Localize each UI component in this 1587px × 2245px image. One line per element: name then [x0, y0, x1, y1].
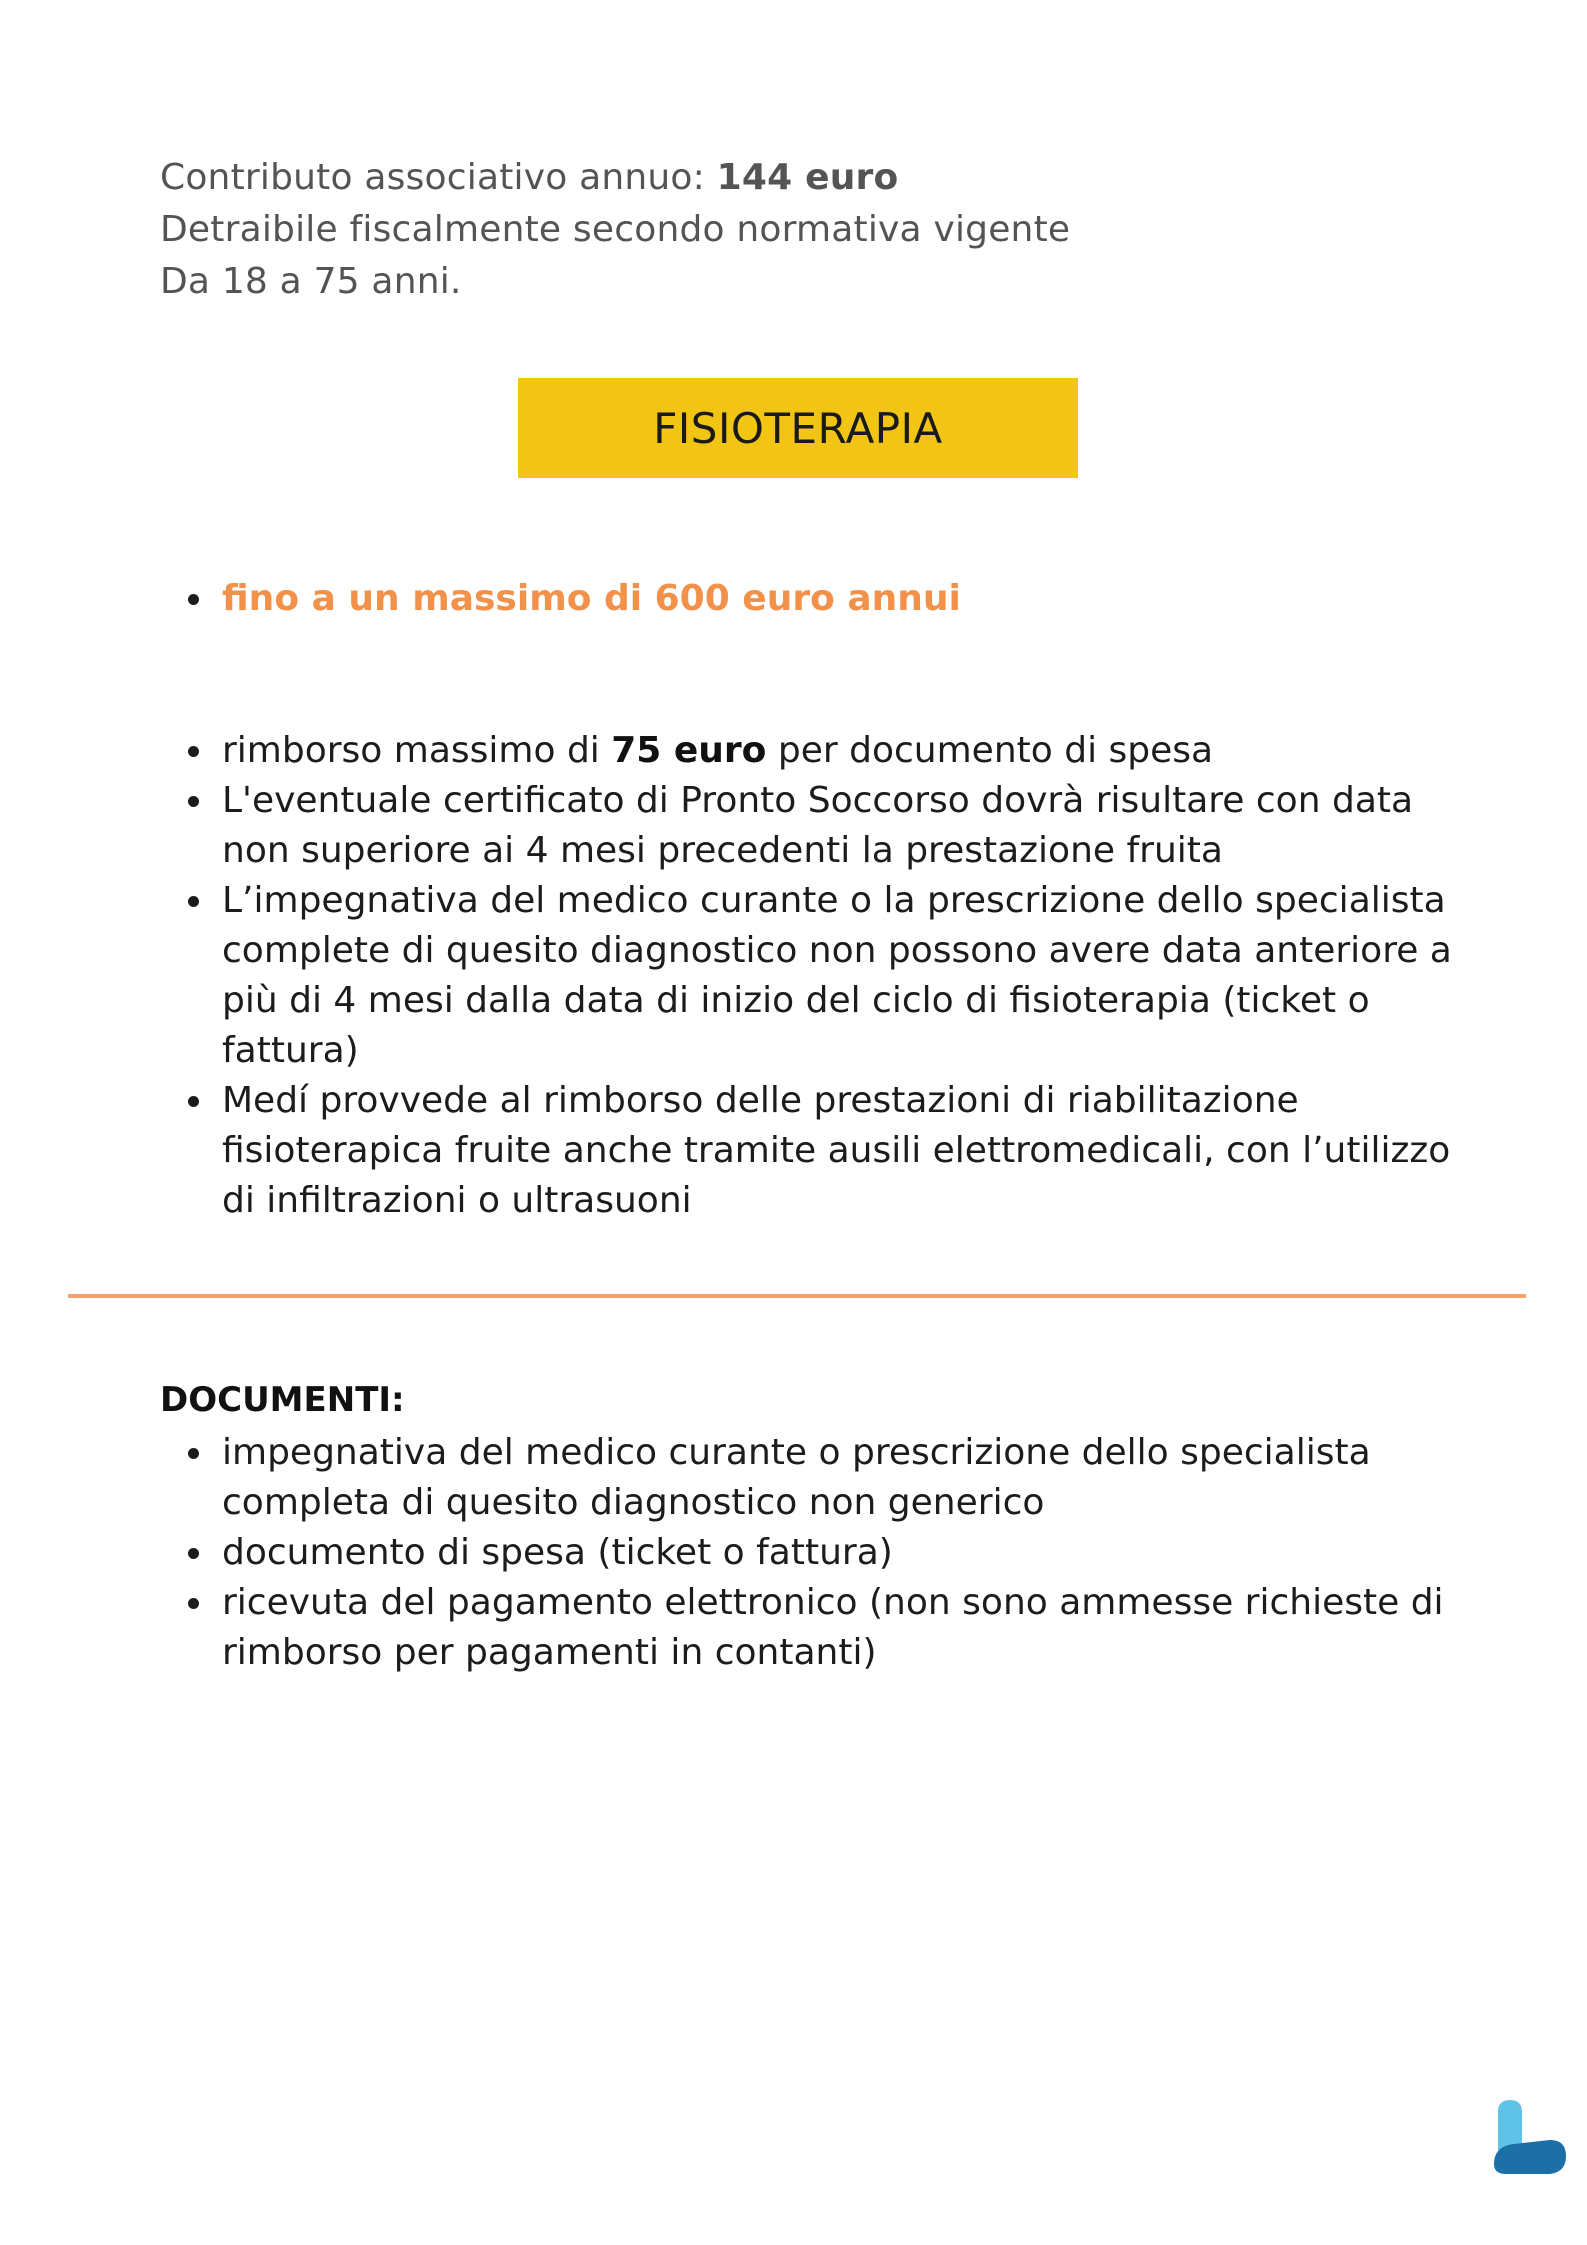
intro-block [160, 152, 1070, 308]
rule-text: per documento di spesa [766, 730, 1214, 771]
highlight-list [160, 574, 1410, 624]
list-item: documento di spesa (ticket o fattura) [160, 1528, 1460, 1578]
list-item: Medí provvede al rimborso delle prestazioni di riabilitazione fisioterapica fruite anche tramite ausili elettromedicali, con l’utilizzo di infiltrazioni o ultrasuoni [160, 1076, 1460, 1226]
deductible-note: Detraibile fiscalmente secondo normativa vigente [160, 209, 1071, 250]
list-item [160, 726, 1460, 776]
rules-list [160, 726, 1460, 1226]
brand-logo-icon [1488, 2098, 1570, 2180]
banner-title: FISIOTERAPIA [653, 403, 943, 453]
documents-list [160, 1428, 1460, 1678]
contribution-line [160, 152, 1070, 204]
age-range: Da 18 a 75 anni. [160, 261, 462, 302]
section-divider [68, 1294, 1526, 1298]
list-item: L'eventuale certificato di Pronto Soccorso dovrà risultare con data non superiore ai 4 mesi precedenti la prestazione fruita [160, 776, 1460, 876]
list-item: fino a un massimo di 600 euro annui [160, 574, 1410, 624]
rule-amount: 75 euro [611, 730, 767, 771]
contribution-label: Contributo associativo annuo: [160, 157, 717, 198]
list-item: impegnativa del medico curante o prescrizione dello specialista completa di quesito diagnostico non generico [160, 1428, 1460, 1528]
documents-title: DOCUMENTI: [160, 1380, 405, 1420]
section-banner [518, 378, 1078, 478]
list-item: ricevuta del pagamento elettronico (non sono ammesse richieste di rimborso per pagamenti in contanti) [160, 1578, 1460, 1678]
contribution-value: 144 euro [716, 157, 899, 198]
rule-text: rimborso massimo di [222, 730, 612, 771]
list-item: L’impegnativa del medico curante o la prescrizione dello specialista complete di quesito diagnostico non possono avere data anteriore a più di 4 mesi dalla data di inizio del ciclo di fisioterapia (ticket o fattura) [160, 876, 1460, 1076]
